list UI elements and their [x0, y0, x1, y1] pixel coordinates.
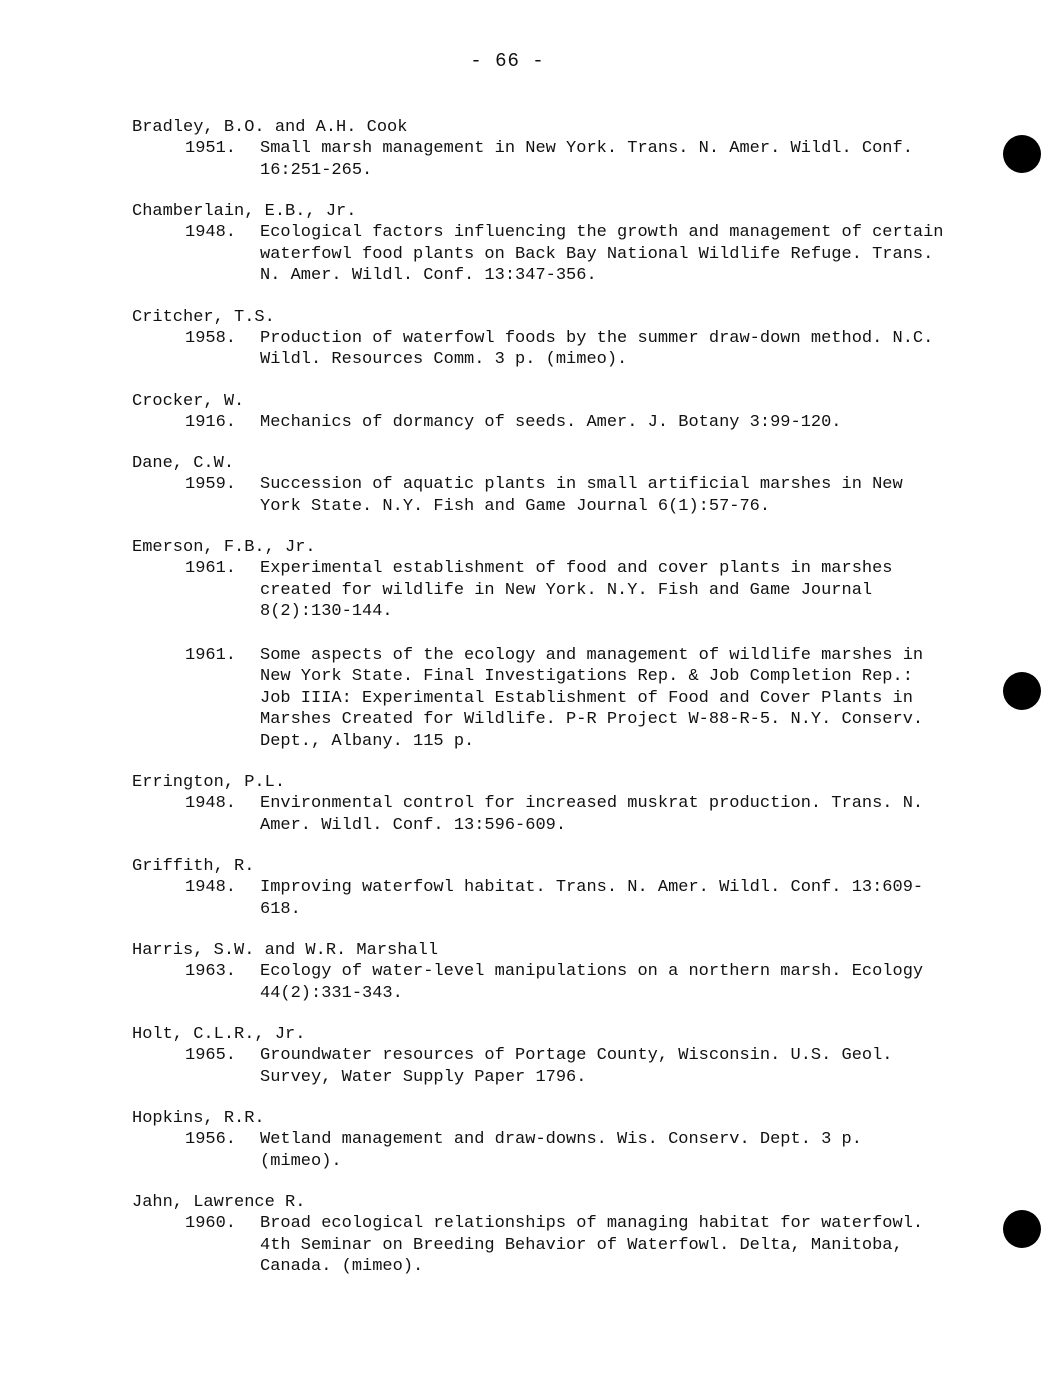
- reference-citation: [132, 877, 952, 920]
- reference-citation: [132, 558, 952, 623]
- reference-citation: [132, 1213, 952, 1278]
- reference-author: Holt, C.L.R., Jr.: [132, 1025, 306, 1044]
- reference-citation: [132, 645, 952, 753]
- reference-author: Errington, P.L.: [132, 773, 286, 792]
- citation-year: 1958.: [185, 328, 237, 348]
- citation-text: Ecological factors influencing the growth and management of certain waterfowl food plants on Back Bay National Wildlife Refuge. Trans. N. Amer. Wildl. Conf. 13:347-356.: [260, 223, 944, 285]
- citation-year: 1916.: [185, 412, 237, 432]
- citation-text: Production of waterfowl foods by the summer draw-down method. N.C. Wildl. Resources Comm. 3 p. (mimeo).: [260, 328, 934, 369]
- reference-citation: [132, 474, 952, 517]
- reference-author: Griffith, R.: [132, 857, 255, 876]
- citation-year: 1948.: [185, 794, 237, 813]
- citation-text: Groundwater resources of Portage County, Wisconsin. U.S. Geol. Survey, Water Supply Paper 1796.: [260, 1046, 893, 1087]
- reference-citation: [132, 1129, 952, 1172]
- punch-hole-icon: [1003, 672, 1041, 710]
- reference-author: Jahn, Lawrence R.: [132, 1193, 306, 1212]
- reference-entry: [132, 117, 952, 181]
- citation-year: 1965.: [185, 1046, 237, 1065]
- citation-text: Some aspects of the ecology and management of wildlife marshes in New York State. Final Investigations Rep. & Job Completion Rep.: Job IIIA: Experimental Establishment of Food and Cover Plants in Marshes Created for Wildlife. P-R Project W-88-R-5. N.Y. Conserv. Dept., Albany. 115 p.: [260, 645, 924, 751]
- citation-year: 1948.: [185, 223, 237, 242]
- reference-author: Harris, S.W. and W.R. Marshall: [132, 941, 439, 960]
- reference-entry: [132, 772, 952, 836]
- citation-year: 1948.: [185, 878, 237, 897]
- citation-text: Experimental establishment of food and cover plants in marshes created for wildlife in New York. N.Y. Fish and Game Journal 8(2):130-144.: [260, 559, 893, 621]
- citation-text: Improving waterfowl habitat. Trans. N. Amer. Wildl. Conf. 13:609-618.: [260, 878, 924, 919]
- citation-year: 1963.: [185, 962, 237, 981]
- citation-text: Succession of aquatic plants in small artificial marshes in New York State. N.Y. Fish and Game Journal 6(1):57-76.: [260, 475, 903, 516]
- reference-author: Chamberlain, E.B., Jr.: [132, 202, 357, 221]
- reference-entry: [132, 940, 952, 1004]
- citation-year: 1959.: [185, 475, 237, 494]
- page-number: - 66 -: [470, 50, 545, 72]
- citation-text: Mechanics of dormancy of seeds. Amer. J. Botany 3:99-120.: [260, 412, 842, 432]
- reference-entry: [132, 1108, 952, 1172]
- citation-year: 1961.: [185, 645, 237, 665]
- reference-entry: [132, 537, 952, 752]
- citation-text: Wetland management and draw-downs. Wis. Conserv. Dept. 3 p. (mimeo).: [260, 1130, 862, 1171]
- reference-entry: [132, 856, 952, 920]
- citation-text: Environmental control for increased muskrat production. Trans. N. Amer. Wildl. Conf. 13:596-609.: [260, 794, 924, 835]
- reference-author: Dane, C.W.: [132, 454, 235, 473]
- reference-citation: [132, 222, 952, 287]
- citation-text: Ecology of water-level manipulations on a northern marsh. Ecology 44(2):331-343.: [260, 962, 924, 1003]
- reference-author: Hopkins, R.R.: [132, 1109, 265, 1128]
- reference-entry: [132, 453, 952, 517]
- citation-year: 1960.: [185, 1214, 237, 1233]
- reference-author: Bradley, B.O. and A.H. Cook: [132, 118, 408, 137]
- reference-citation: [132, 412, 952, 434]
- citation-text: Broad ecological relationships of managing habitat for waterfowl. 4th Seminar on Breeding Behavior of Waterfowl. Delta, Manitoba, Canada. (mimeo).: [260, 1214, 924, 1276]
- reference-citation: [132, 328, 952, 371]
- reference-entry: [132, 1024, 952, 1088]
- reference-citation: [132, 793, 952, 836]
- citation-year: 1951.: [185, 139, 237, 158]
- reference-citation: [132, 138, 952, 181]
- reference-list: [132, 117, 952, 1298]
- reference-citation: [132, 1045, 952, 1088]
- reference-entry: [132, 1192, 952, 1278]
- citation-year: 1961.: [185, 559, 237, 578]
- reference-author: Critcher, T.S.: [132, 307, 275, 327]
- reference-author: Crocker, W.: [132, 391, 245, 411]
- reference-author: Emerson, F.B., Jr.: [132, 538, 316, 557]
- reference-entry: [132, 307, 952, 371]
- citation-text: Small marsh management in New York. Trans. N. Amer. Wildl. Conf. 16:251-265.: [260, 139, 913, 180]
- citation-year: 1956.: [185, 1130, 237, 1149]
- reference-citation: [132, 961, 952, 1004]
- punch-hole-icon: [1003, 1210, 1041, 1248]
- reference-entry: [132, 201, 952, 287]
- punch-hole-icon: [1003, 135, 1041, 173]
- reference-entry: [132, 391, 952, 434]
